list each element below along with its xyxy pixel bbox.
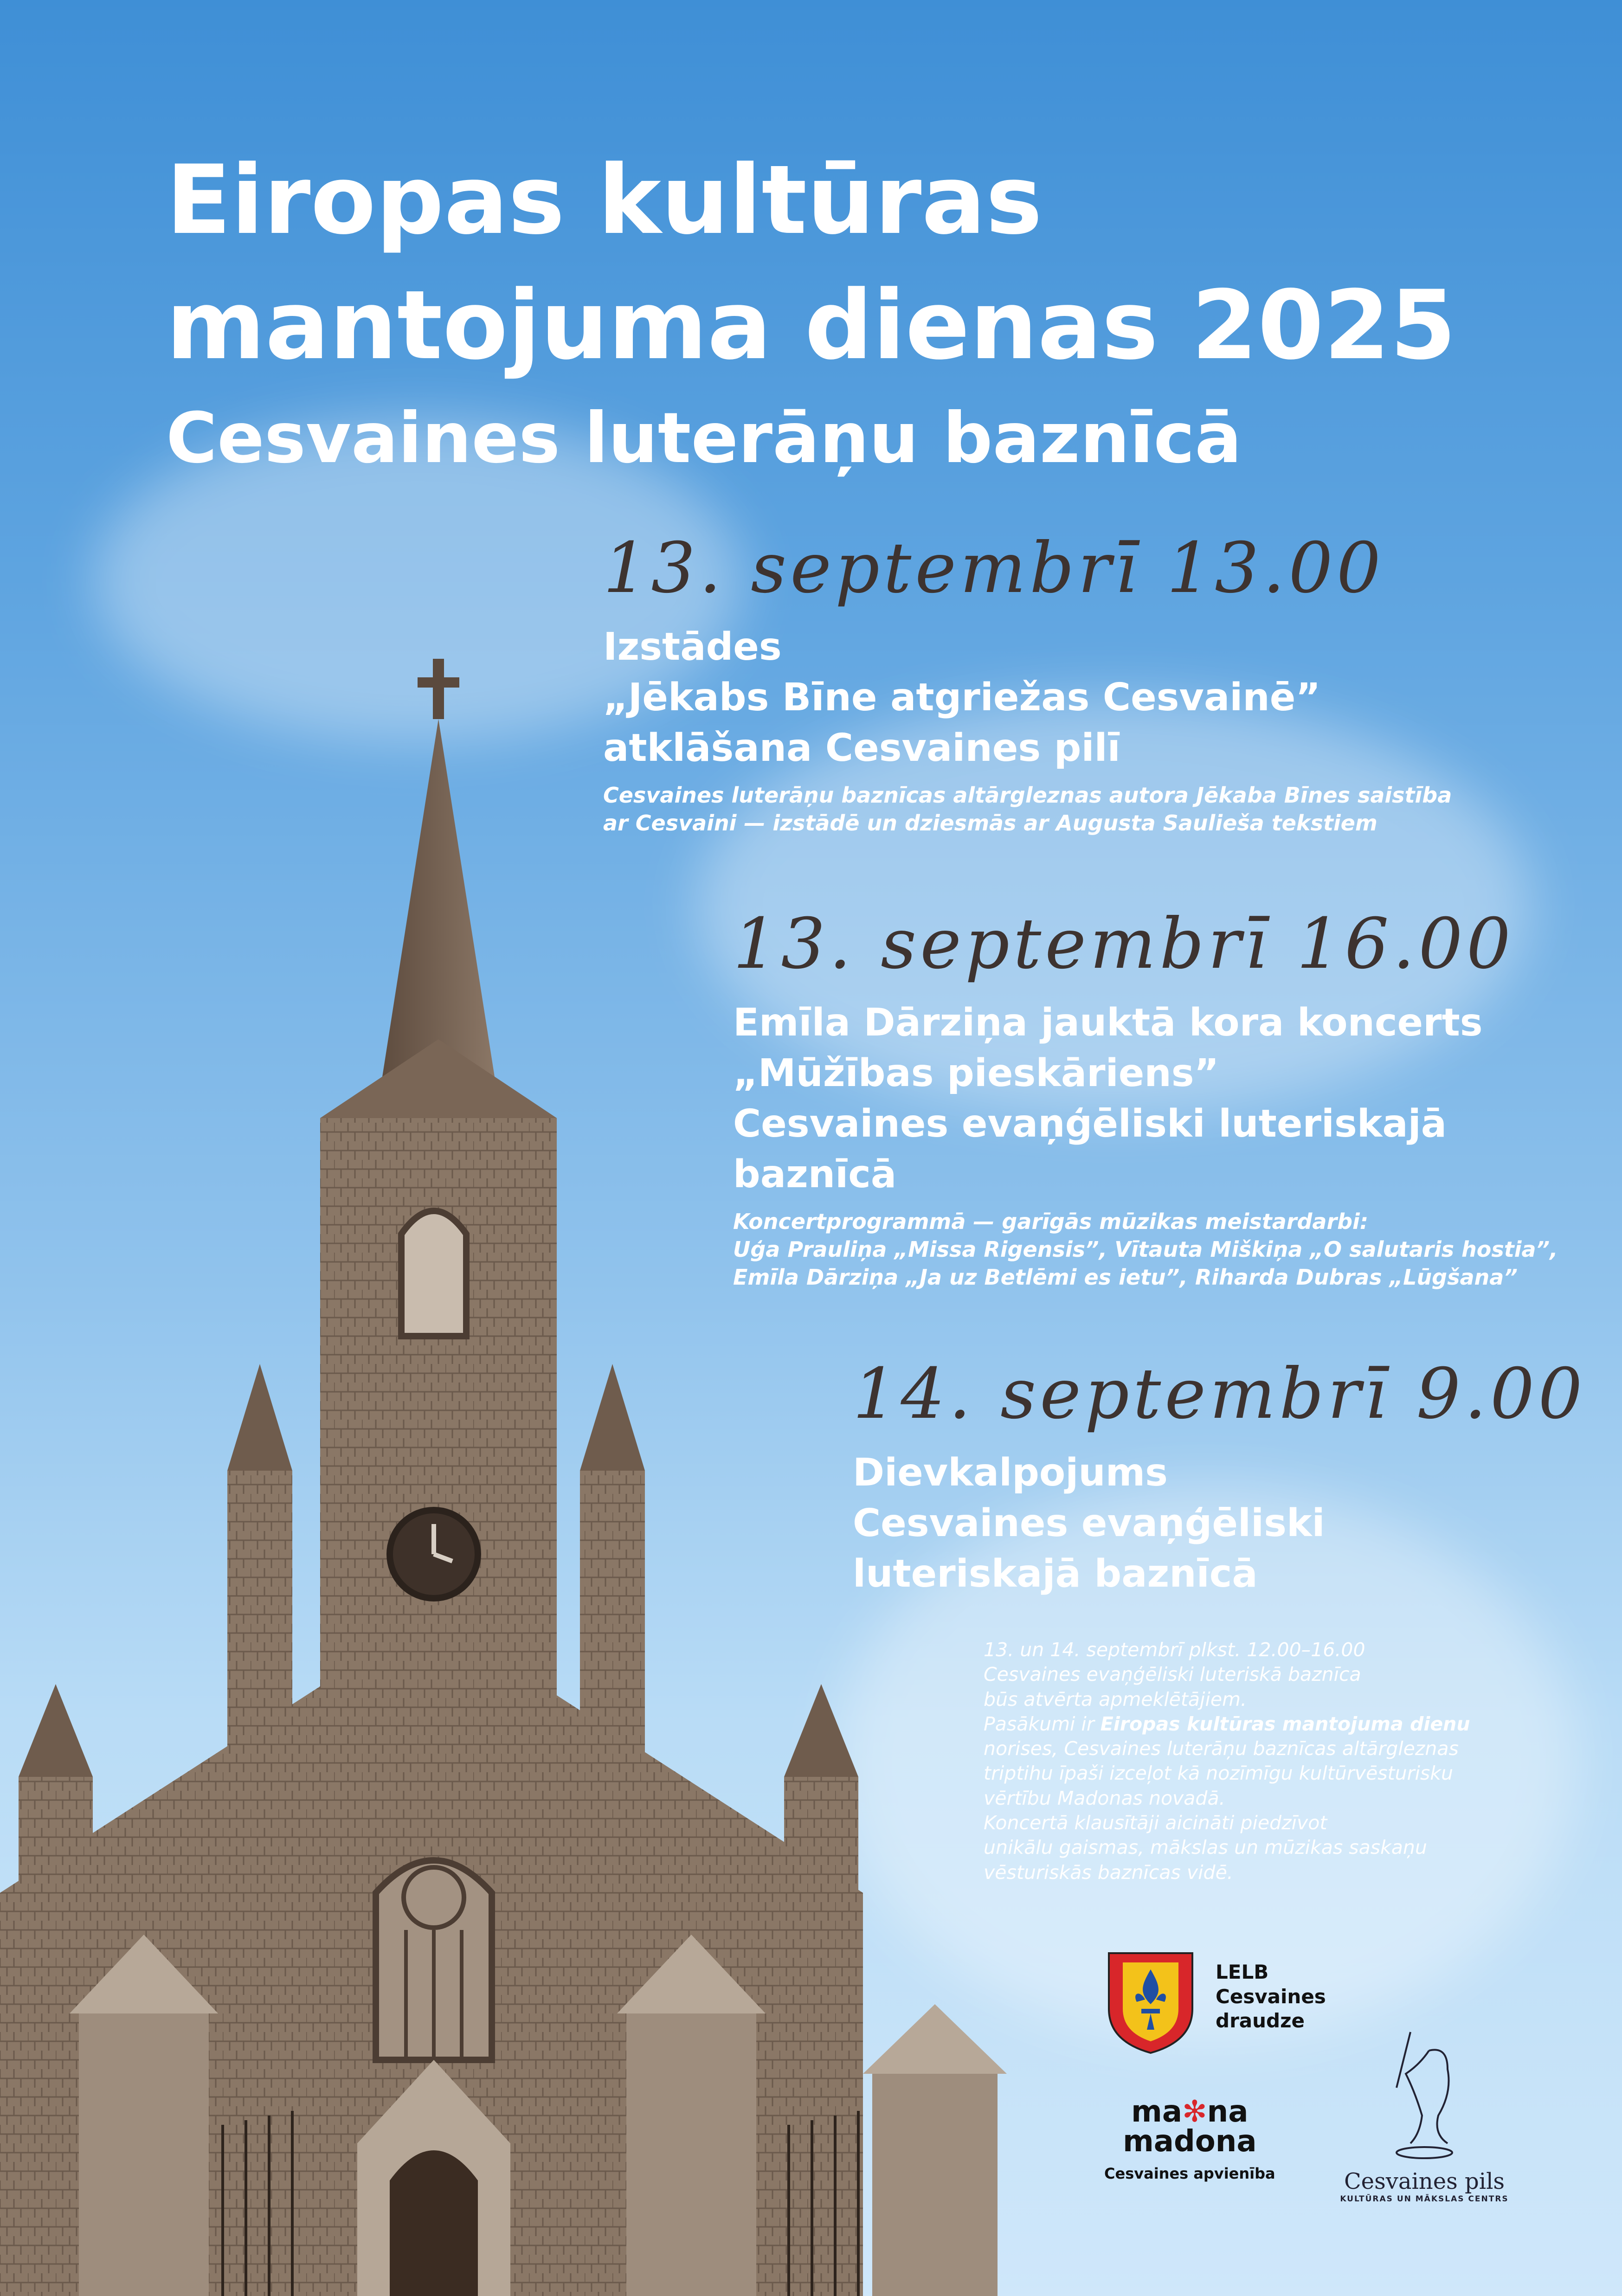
cesvaines-pils-logo bbox=[1327, 2023, 1522, 2204]
event-line: atklāšana Cesvaines pilī bbox=[603, 726, 1120, 771]
event-2 bbox=[733, 904, 1558, 1292]
info-line: vērtību Madonas novadā. bbox=[984, 1787, 1225, 1809]
desc-line: Cesvaines luterāņu baznīcas altārgleznas autora Jēkaba Bīnes saistība bbox=[603, 783, 1452, 808]
desc-line: Uģa Prauliņa „Missa Rigensis”, Vītauta Miškiņa „O salutaris hostia”, bbox=[733, 1236, 1558, 1262]
lelb-label bbox=[1216, 1960, 1326, 2033]
madona-text: na bbox=[1207, 2095, 1249, 2129]
info-line: būs atvērta apmeklētājiem. bbox=[984, 1688, 1247, 1711]
title-line-3: Cesvaines luterāņu baznīcā bbox=[166, 398, 1242, 479]
madona-ornament-icon: ✻ bbox=[1182, 2095, 1207, 2129]
event-1 bbox=[603, 528, 1452, 837]
madona-wordmark bbox=[1104, 2097, 1275, 2127]
pils-subtitle: KULTŪRAS UN MĀKSLAS CENTRS bbox=[1340, 2194, 1509, 2204]
info-line: Cesvaines evaņģēliski luteriskā baznīca bbox=[984, 1663, 1361, 1686]
madona-text: ma bbox=[1131, 2095, 1183, 2129]
desc-line: Koncertprogrammā — garīgās mūzikas meistardarbi: bbox=[733, 1209, 1369, 1235]
info-line bbox=[984, 1712, 1470, 1736]
event-line: „Mūžības pieskāriens” bbox=[733, 1051, 1219, 1096]
madona-text: madona bbox=[1123, 2124, 1257, 2159]
event-line: Cesvaines evaņģēliski luteriskajā bbox=[733, 1102, 1447, 1146]
event-line: Emīla Dārziņa jauktā kora koncerts bbox=[733, 1001, 1483, 1045]
event-description bbox=[603, 782, 1452, 837]
event-line: Cesvaines evaņģēliski bbox=[853, 1501, 1325, 1546]
info-line: 13. un 14. septembrī plkst. 12.00–16.00 bbox=[984, 1639, 1365, 1661]
event-date: 14. septembrī 9.00 bbox=[853, 1354, 1586, 1434]
desc-line: Emīla Dārziņa „Ja uz Betlēmi es ietu”, Riharda Dubras „Lūgšana” bbox=[733, 1264, 1518, 1290]
info-line: unikālu gaismas, mākslas un mūzikas saskaņu bbox=[984, 1836, 1427, 1859]
event-line: Izstādes bbox=[603, 625, 782, 669]
title-line-1: Eiropas kultūras bbox=[166, 145, 1043, 256]
lelb-line: LELB bbox=[1216, 1961, 1269, 1983]
event-line: Dievkalpojums bbox=[853, 1451, 1168, 1495]
info-line: Koncertā klausītāji aicināti piedzīvot bbox=[984, 1812, 1327, 1834]
info-text: Pasākumi ir bbox=[984, 1712, 1101, 1735]
event-3 bbox=[853, 1354, 1586, 1599]
pils-name: Cesvaines pils bbox=[1344, 2168, 1505, 2194]
desc-line: ar Cesvaini — izstādē un dziesmās ar Augusta Saulieša tekstiem bbox=[603, 810, 1377, 836]
wolf-crest-icon bbox=[1378, 2023, 1471, 2162]
lelb-shield-icon bbox=[1104, 1949, 1197, 2055]
event-date: 13. septembrī 13.00 bbox=[603, 528, 1385, 609]
title-line-2: mantojuma dienas 2025 bbox=[166, 270, 1456, 381]
event-date: 13. septembrī 16.00 bbox=[733, 904, 1515, 984]
info-highlight: Eiropas kultūras mantojuma dienu bbox=[1100, 1712, 1470, 1735]
event-line: baznīcā bbox=[733, 1152, 897, 1197]
event-line: „Jēkabs Bīne atgriežas Cesvainē” bbox=[603, 675, 1321, 720]
event-line: luteriskajā baznīcā bbox=[853, 1552, 1258, 1596]
info-line: vēsturiskās baznīcas vidē. bbox=[984, 1861, 1233, 1884]
info-line: norises, Cesvaines luterāņu baznīcas altārgleznas bbox=[984, 1737, 1459, 1760]
info-line: triptihu īpaši izceļot kā nozīmīgu kultūrvēsturisku bbox=[984, 1762, 1453, 1785]
event-description bbox=[733, 1208, 1558, 1291]
lelb-line: Cesvaines bbox=[1216, 1985, 1326, 2008]
madona-subtitle: Cesvaines apvienība bbox=[1104, 2165, 1275, 2182]
madona-logo bbox=[1104, 2097, 1275, 2182]
info-block bbox=[984, 1638, 1470, 1885]
lelb-line: draudze bbox=[1216, 2009, 1305, 2032]
